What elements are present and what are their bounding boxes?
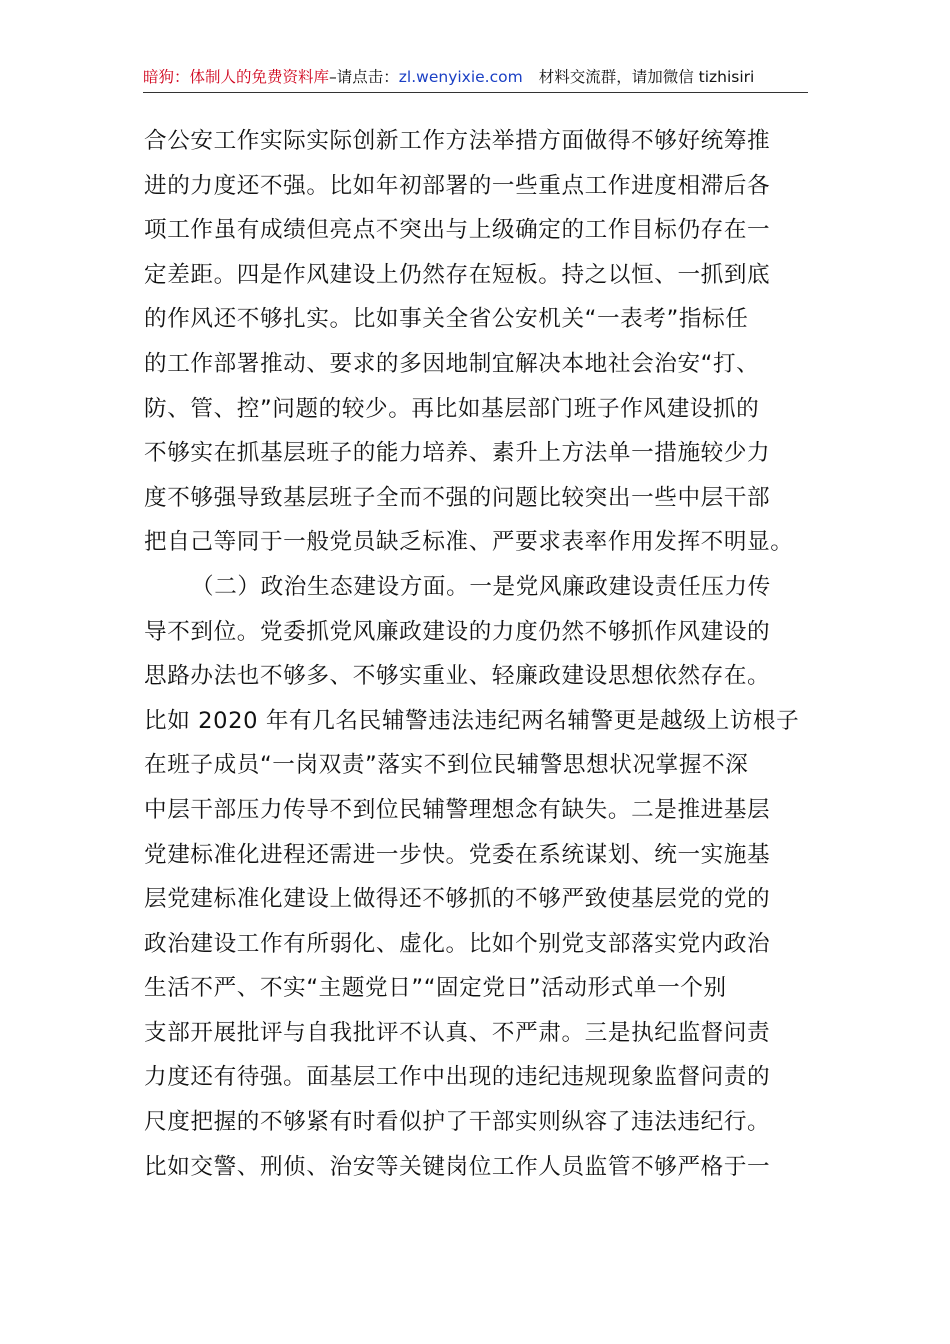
text-line: 在班子成员“一岗双责”落实不到位民辅警思想状况掌握不深 (144, 752, 749, 779)
text-line: 定差距。四是作风建设上仍然存在短板。持之以恒、一抓到底 (144, 261, 771, 288)
header-link-prefix: –请点击： (329, 68, 399, 86)
text-line: 不够实在抓基层班子的能力培养、素升上方法单一措施较少力 (144, 440, 771, 467)
text-line: 支部开展批评与自我批评不认真、不严肃。三是执纪监督问责 (144, 1019, 771, 1046)
text-line: 的作风还不够扎实。比如事关全省公安机关“一表考”指标任 (144, 306, 749, 333)
header-brand: 暗狗：体制人的免费资料库 (143, 68, 330, 86)
text-line: 度不够强导致基层班子全而不强的问题比较突出一些中层干部 (144, 484, 771, 511)
page-header (143, 62, 808, 93)
text-line: 比如 2020 年有几名民辅警违法违纪两名辅警更是越级上访根子 (144, 707, 800, 734)
document-body (144, 119, 808, 1189)
header-contact: 材料交流群，请加微信 tizhisiri (538, 68, 755, 86)
text-line: 政治建设工作有所弱化、虚化。比如个别党支部落实党内政治 (144, 930, 771, 957)
text-line: 尺度把握的不够紧有时看似护了干部实则纵容了违法违纪行。 (144, 1109, 771, 1136)
section-heading-line: （二）政治生态建设方面。一是党风廉政建设责任压力传 (191, 573, 771, 600)
header-link[interactable]: zl.wenyixie.com (398, 68, 523, 86)
text-line: 的工作部署推动、要求的多因地制宜解决本地社会治安“打、 (144, 350, 760, 377)
text-line: 防、管、控”问题的较少。再比如基层部门班子作风建设抓的 (144, 395, 760, 422)
text-line: 导不到位。党委抓党风廉政建设的力度仍然不够抓作风建设的 (144, 618, 771, 645)
text-line: 层党建标准化建设上做得还不够抓的不够严致使基层党的党的 (144, 886, 771, 913)
text-line: 进的力度还不强。比如年初部署的一些重点工作进度相滞后各 (144, 172, 771, 199)
text-line: 合公安工作实际实际创新工作方法举措方面做得不够好统筹推 (144, 128, 771, 154)
text-line: 把自己等同于一般党员缺乏标准、严要求表率作用发挥不明显。 (144, 529, 794, 556)
text-line: 思路办法也不够多、不够实重业、轻廉政建设思想依然存在。 (144, 663, 771, 690)
text-line: 生活不严、不实“主题党日”“固定党日”活动形式单一个别 (144, 975, 727, 1002)
text-line: 项工作虽有成绩但亮点不突出与上级确定的工作目标仍存在一 (144, 217, 771, 244)
text-line: 党建标准化进程还需进一步快。党委在系统谋划、统一实施基 (144, 841, 771, 868)
text-line: 比如交警、刑侦、治安等关键岗位工作人员监管不够严格于一 (144, 1153, 771, 1180)
text-line: 中层干部压力传导不到位民辅警理想念有缺失。二是推进基层 (144, 796, 771, 823)
text-line: 力度还有待强。面基层工作中出现的违纪违规现象监督问责的 (144, 1064, 771, 1091)
